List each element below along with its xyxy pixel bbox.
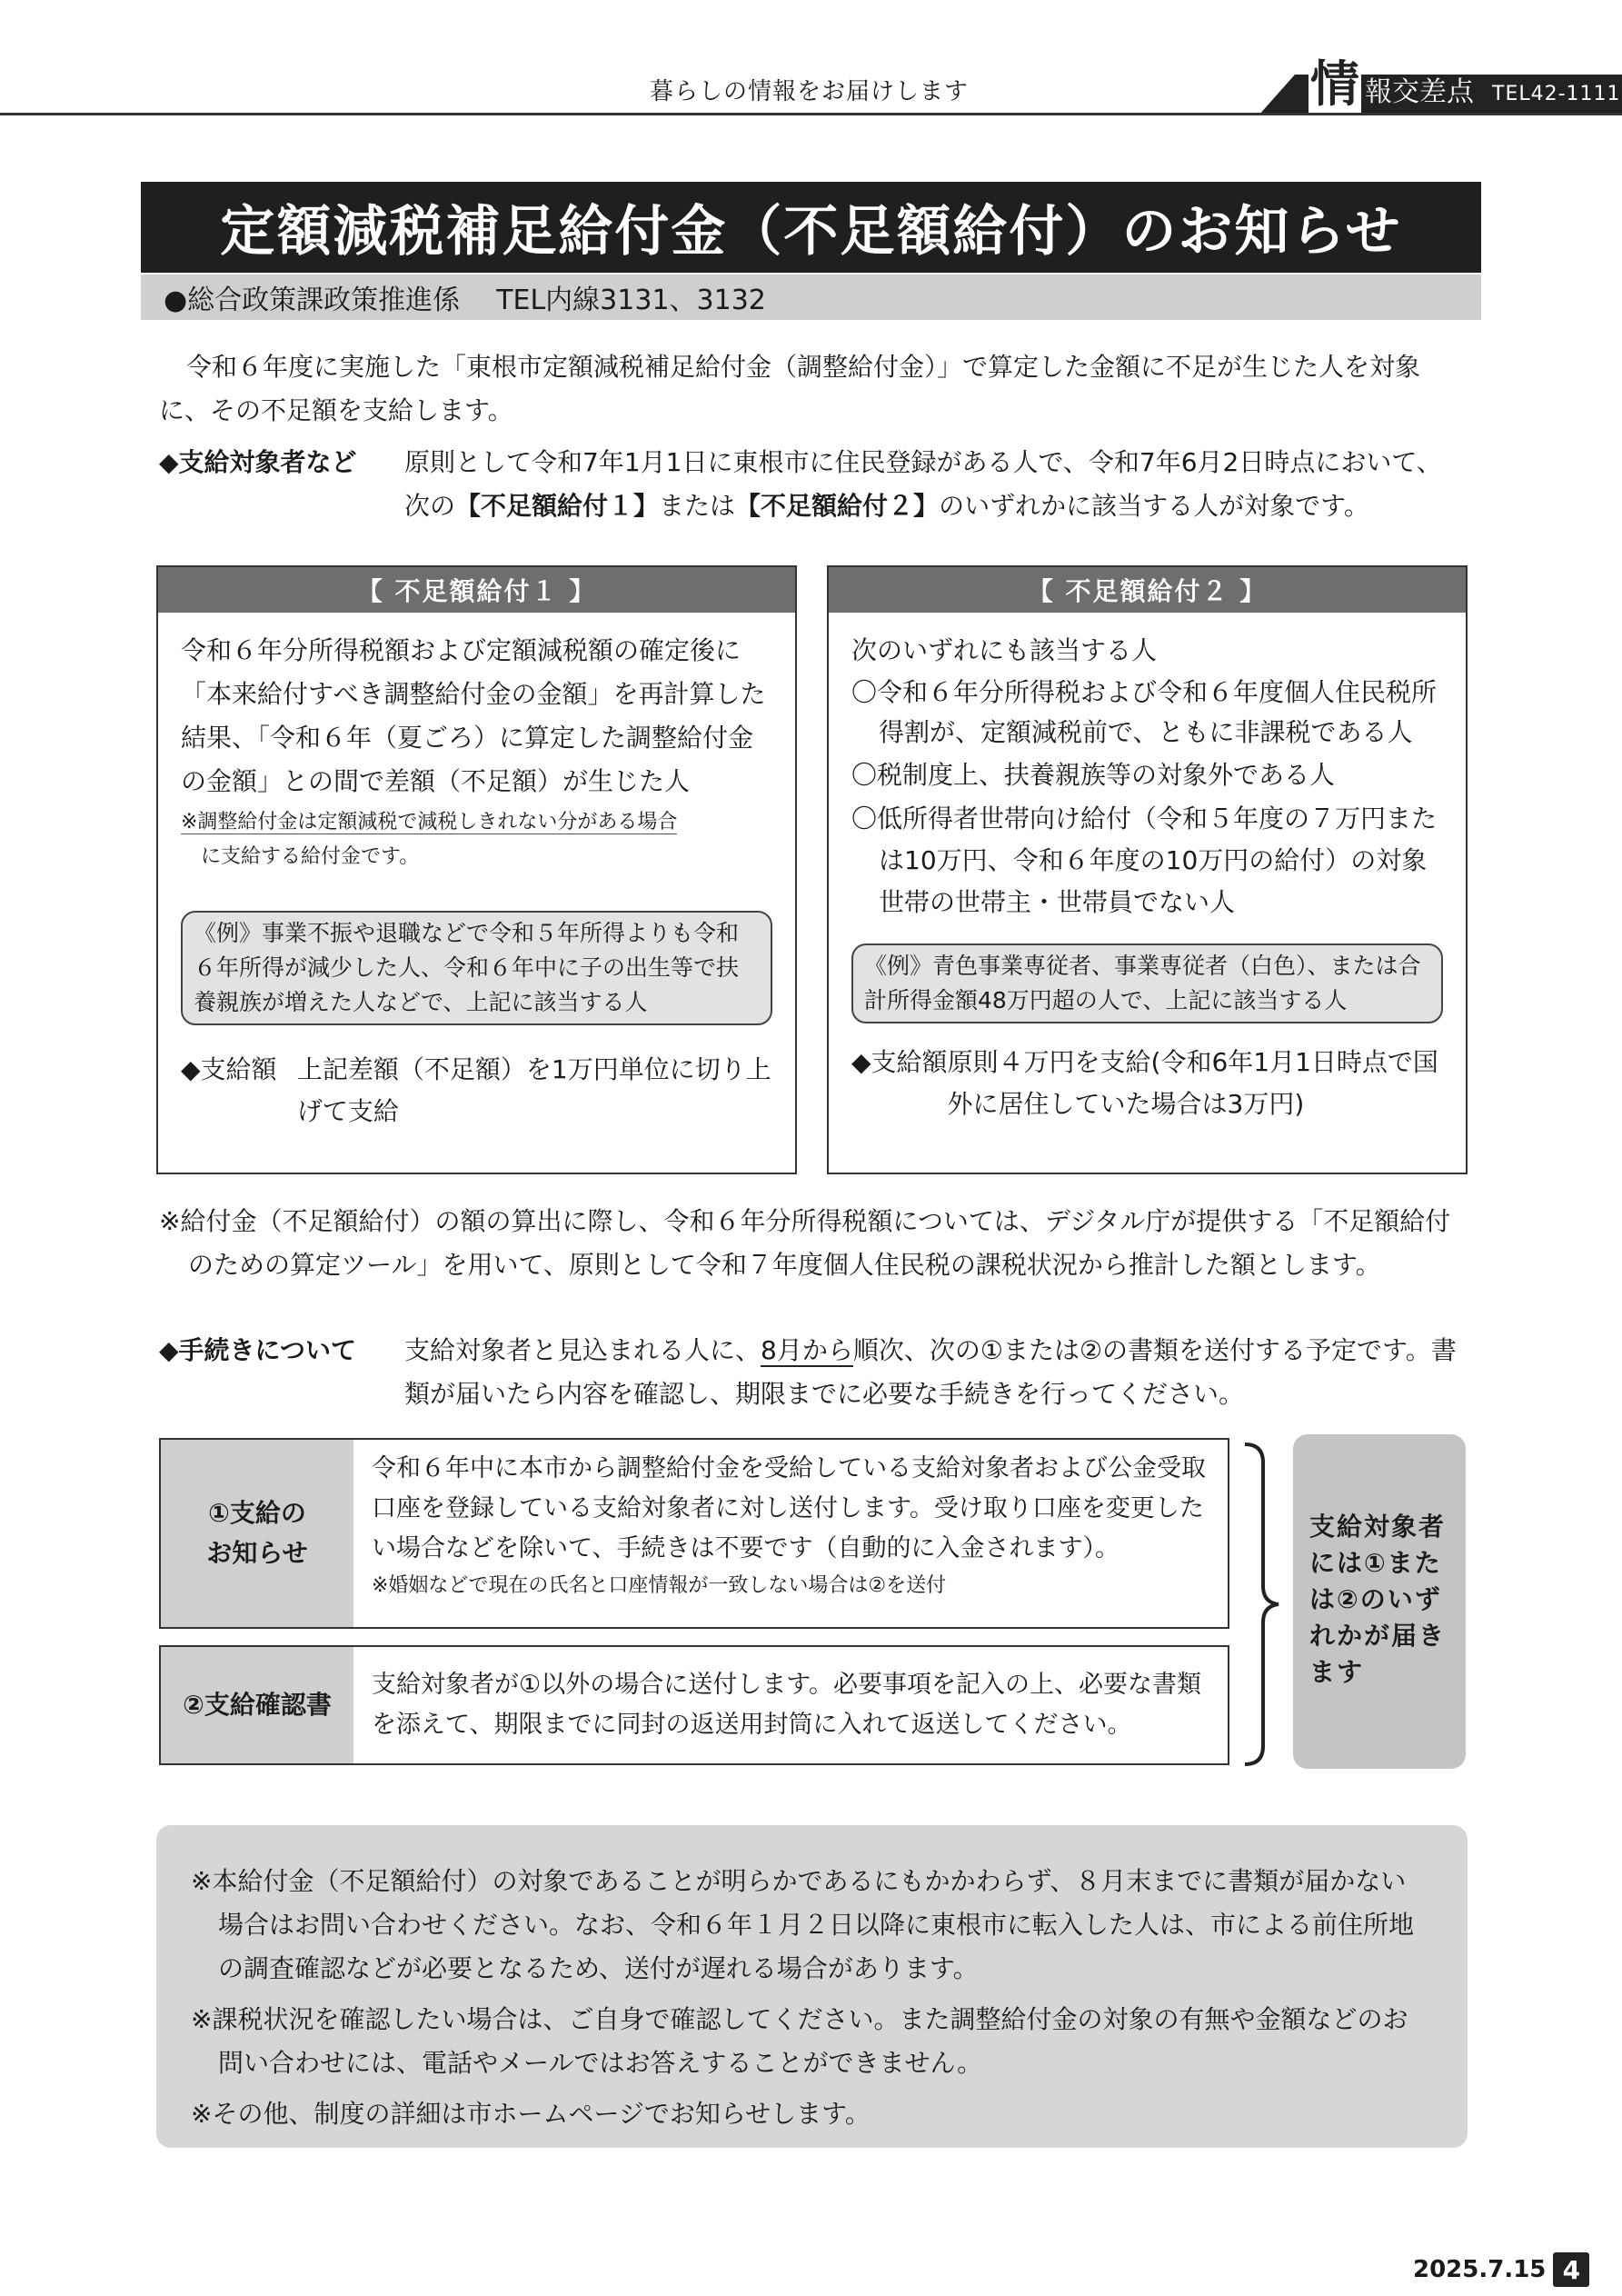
page-title: 定額減税補足給付金（不足額給付）のお知らせ bbox=[141, 182, 1481, 273]
header-rule bbox=[0, 113, 1622, 115]
shortfall-2-box bbox=[827, 565, 1468, 1174]
shortfall-2-amount bbox=[851, 1042, 1443, 1125]
notes-box bbox=[156, 1825, 1468, 2148]
shortfall-2-item: 〇税制度上、扶養親族等の対象外である人 bbox=[851, 760, 1336, 790]
note-item: ※課税状況を確認したい場合は、ご自身で確認してください。また調整給付金の対象の有無や金額などのお問い合わせには、電話やメールではお答えすることができません。 bbox=[191, 2004, 1408, 2078]
target-text-a: 原則として令和7年1月1日に東根市に住民登録がある人で、令和7年6月2日時点において、次の bbox=[404, 447, 1442, 521]
page-number: 4 bbox=[1553, 2252, 1589, 2287]
shortfall-2-example: 《例》青色事業専従者、事業専従者（白色）、または合計所得金額48万円超の人で、上記に該当する人 bbox=[851, 943, 1443, 1023]
procedure-row-notice-note: ※婚姻などで現在の氏名と口座情報が一致しない場合は②を送付 bbox=[372, 1574, 947, 1597]
procedure-row-notice bbox=[159, 1438, 1229, 1629]
target-text-b: または bbox=[659, 491, 736, 521]
calculation-note: ※給付金（不足額給付）の額の算出に際し、令和６年分所得税額については、デジタル庁が提供する「不足額給付のための算定ツール」を用いて、原則として令和７年度個人住民税の課税状況から推計した額とします。 bbox=[159, 1206, 1451, 1280]
header-tab-label: 報交差点 bbox=[1365, 76, 1474, 108]
procedure-row-notice-body: 令和６年中に本市から調整給付金を受給している支給対象者および公金受取口座を登録している支給対象者に対し送付します。受け取り口座を変更したい場合などを除いて、手続きは不要です（自動的に入金されます）。 bbox=[372, 1454, 1206, 1562]
shortfall-1-heading: 【 不足額給付１ 】 bbox=[158, 567, 795, 613]
issue-date: 2025.7.15 bbox=[1413, 2256, 1547, 2283]
procedure-text-b: 順次、次の①または②の書類を送付する予定です。書類が届いたら内容を確認し、期限までに必要な手続きを行ってください。 bbox=[404, 1335, 1457, 1409]
header-tab-tel: TEL42-1111 bbox=[1492, 83, 1621, 105]
target-label: ◆支給対象者など bbox=[159, 447, 357, 477]
shortfall-2-lead: 次のいずれにも該当する人 bbox=[851, 635, 1158, 665]
header-tagline: 暮らしの情報をお届けします bbox=[650, 78, 970, 105]
target-keyword-2: 【不足額給付２】 bbox=[735, 491, 940, 521]
procedure-summary: 支給対象者には①または②のいずれかが届きます bbox=[1293, 1434, 1466, 1769]
note-item: ※本給付金（不足額給付）の対象であることが明らかであるにもかかわらず、８月末までに書類が届かない場合はお問い合わせください。なお、令和６年１月２日以降に東根市に転入した人は、市による前住所地の調査確認などが必要となるため、送付が遅れる場合があります。 bbox=[191, 1866, 1415, 1983]
header-tab-big: 情 bbox=[1310, 55, 1359, 113]
shortfall-2-amount-label: ◆支給額 bbox=[851, 1047, 948, 1077]
shortfall-1-body: 令和６年分所得税額および定額減税額の確定後に「本来給付すべき調整給付金の金額」を再計算した結果、「令和６年（夏ごろ）に算定した調整給付金の金額」との間で差額（不足額）が生じた人 bbox=[181, 635, 766, 796]
procedure-row-confirmation-body: 支給対象者が①以外の場合に送付します。必要事項を記入の上、必要な書類を添えて、期限までに同封の返送用封筒に入れて返送してください。 bbox=[372, 1671, 1202, 1739]
department-tel: TEL内線3131、3132 bbox=[496, 285, 766, 316]
shortfall-2-item: 〇低所得者世帯向け給付（令和５年度の７万円または10万円、令和６年度の10万円の給付）の対象世帯の世帯主・世帯員でない人 bbox=[851, 804, 1438, 917]
note-item: ※その他、制度の詳細は市ホームページでお知らせします。 bbox=[191, 2099, 871, 2129]
shortfall-2-item: 〇令和６年分所得税および令和６年度個人住民税所得割が、定額減税前で、ともに非課税である人 bbox=[851, 677, 1438, 747]
shortfall-1-example: 《例》事業不振や退職などで令和５年所得よりも令和６年所得が減少した人、令和６年中に子の出生等で扶養親族が増えた人などで、上記に該当する人 bbox=[181, 911, 772, 1025]
shortfall-2-amount-text: 原則４万円を支給(令和6年1月1日時点で国外に居住していた場合は3万円) bbox=[947, 1047, 1438, 1119]
procedure-text-a: 支給対象者と見込まれる人に、 bbox=[404, 1335, 761, 1365]
shortfall-1-note bbox=[181, 805, 772, 874]
page-footer bbox=[1413, 2252, 1589, 2287]
procedure-row-confirmation-head: ②支給確認書 bbox=[161, 1647, 353, 1763]
shortfall-1-box bbox=[156, 565, 797, 1174]
target-text-c: のいずれかに該当する人が対象です。 bbox=[939, 491, 1369, 521]
department-name: ●総合政策課政策推進係 bbox=[164, 285, 461, 316]
procedure-row-notice-head-a: ①支給の bbox=[208, 1498, 306, 1528]
procedure-text bbox=[404, 1329, 1463, 1416]
procedure-label: ◆手続きについて bbox=[159, 1335, 356, 1365]
target-section bbox=[159, 441, 1468, 528]
procedure-underline: 8月から bbox=[761, 1335, 853, 1365]
procedure-row-confirmation bbox=[159, 1645, 1229, 1765]
shortfall-1-note-a: ※調整給付金は定額減税で減税しきれない分がある場合 bbox=[181, 811, 678, 834]
target-keyword-1: 【不足額給付１】 bbox=[455, 491, 660, 521]
page-header bbox=[0, 0, 1622, 118]
shortfall-2-heading: 【 不足額給付２ 】 bbox=[829, 567, 1466, 613]
procedure-row-notice-head bbox=[161, 1440, 353, 1627]
brace-icon bbox=[1240, 1441, 1286, 1768]
shortfall-1-amount-text: 上記差額（不足額）を1万円単位に切り上げて支給 bbox=[296, 1054, 771, 1126]
procedure-section bbox=[159, 1329, 1468, 1416]
procedure-row-notice-head-b: お知らせ bbox=[206, 1538, 308, 1568]
header-tab bbox=[1309, 56, 1621, 113]
shortfall-1-amount-label: ◆支給額 bbox=[181, 1054, 277, 1084]
department-bar bbox=[141, 275, 1481, 320]
intro-paragraph: 令和６年度に実施した「東根市定額減税補足給付金（調整給付金）」で算定した金額に不足が生じた人を対象に、その不足額を支給します。 bbox=[159, 352, 1421, 425]
target-text bbox=[404, 441, 1463, 528]
shortfall-1-amount bbox=[181, 1049, 772, 1133]
shortfall-1-note-b: に支給する給付金です。 bbox=[201, 845, 420, 868]
